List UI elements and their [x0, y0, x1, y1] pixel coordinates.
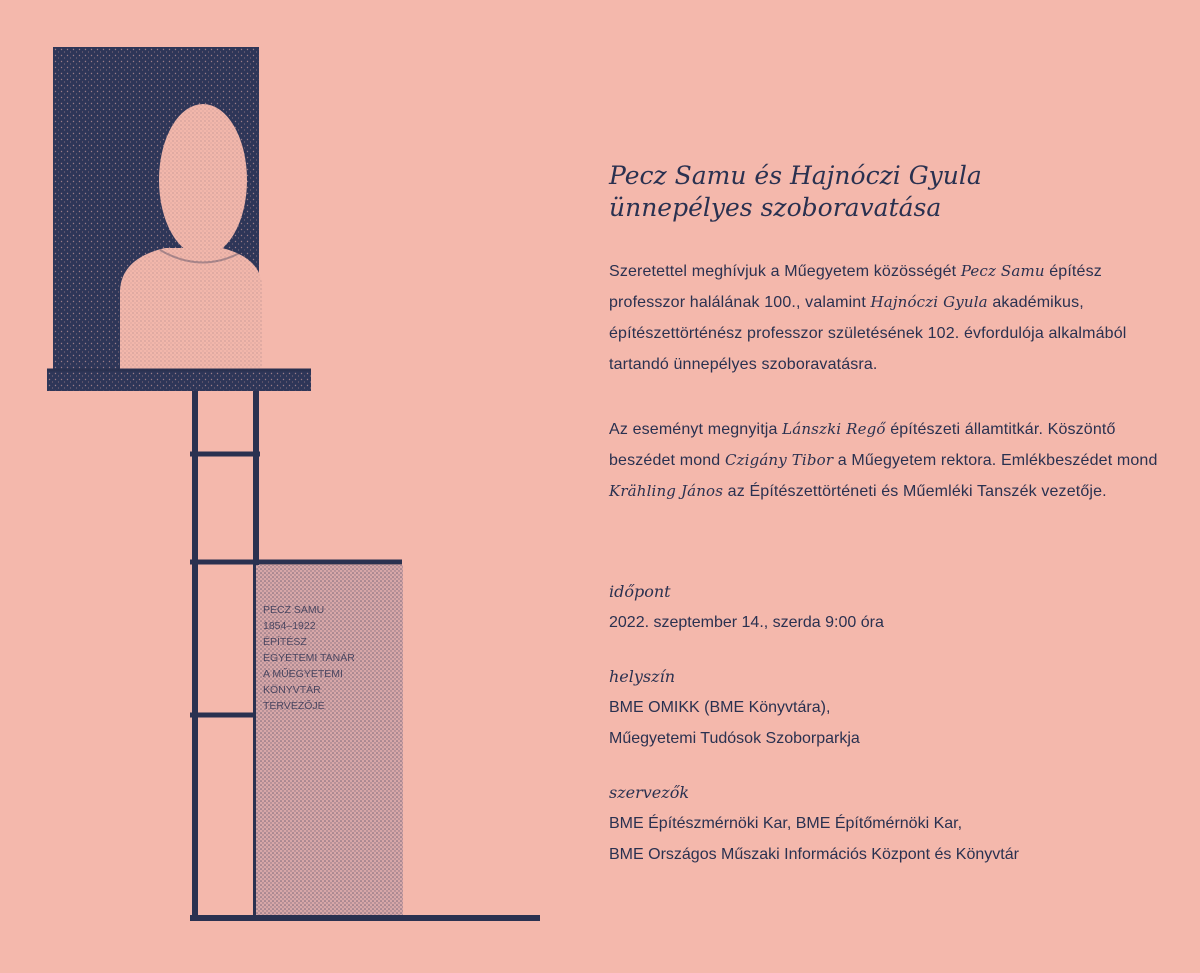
statue-illustration — [0, 0, 560, 973]
name-czigany-tibor: Czigány Tibor — [724, 451, 834, 469]
location-label: helyszín — [609, 667, 675, 686]
program-paragraph: Az eseményt megnyitja Lánszki Regő építészeti államtitkár. Köszöntő beszédet mond Czigány Tibor a Műegyetem rektora. Emlékbeszédet mond Krähling János az Építészettörténeti és Műemléki Tanszék vezetője. — [609, 420, 1158, 500]
title-line-2: ünnepélyes szoboravatása — [609, 193, 942, 222]
shelf-band — [47, 369, 311, 391]
organizers-block — [609, 778, 1169, 870]
organizers-label: szervezők — [609, 783, 690, 802]
organizers-line-1: BME Építészmérnöki Kar, BME Építőmérnöki Kar, — [609, 815, 963, 832]
date-value: 2022. szeptember 14., szerda 9:00 óra — [609, 614, 884, 631]
plinth-line-4: EGYETEMI TANÁR — [263, 652, 355, 664]
name-pecz-samu: Pecz Samu — [960, 262, 1045, 280]
date-label: időpont — [609, 582, 671, 601]
bust-head-shape — [159, 104, 247, 256]
plinth-block — [256, 565, 403, 918]
event-title — [609, 160, 1169, 224]
plinth-line-5: A MŰEGYETEMI — [263, 668, 343, 680]
name-lanszki-rego: Lánszki Regő — [782, 420, 886, 438]
plinth-line-3: ÉPÍTÉSZ — [263, 636, 307, 648]
location-line-2: Műegyetemi Tudósok Szoborparkja — [609, 730, 860, 747]
plinth-line-1: PECZ SAMU — [263, 604, 325, 616]
plinth-line-2: 1854–1922 — [263, 620, 316, 632]
date-block — [609, 577, 1169, 638]
plinth-line-6: KÖNYVTÁR — [263, 684, 321, 696]
name-krahling-janos: Krähling János — [609, 482, 724, 500]
invitation-text — [609, 160, 1169, 894]
name-hajnoczi-gyula: Hajnóczi Gyula — [870, 293, 988, 311]
bust-shoulders-shape — [120, 248, 262, 369]
event-details — [609, 577, 1169, 870]
plinth-line-7: TERVEZŐJE — [263, 700, 325, 712]
intro-paragraph: Szeretettel meghívjuk a Műegyetem közösségét Pecz Samu építész professzor halálának 100., valamint Hajnóczi Gyula akadémikus, építészettörténész professzor születésének 102. évfordulója alkalmából tartandó ünnepélyes szoboravatásra. — [609, 262, 1127, 373]
title-line-1: Pecz Samu és Hajnóczi Gyula — [609, 161, 982, 190]
location-block — [609, 662, 1169, 754]
organizers-line-2: BME Országos Műszaki Információs Központ és Könyvtár — [609, 846, 1019, 863]
location-line-1: BME OMIKK (BME Könyvtára), — [609, 699, 831, 716]
